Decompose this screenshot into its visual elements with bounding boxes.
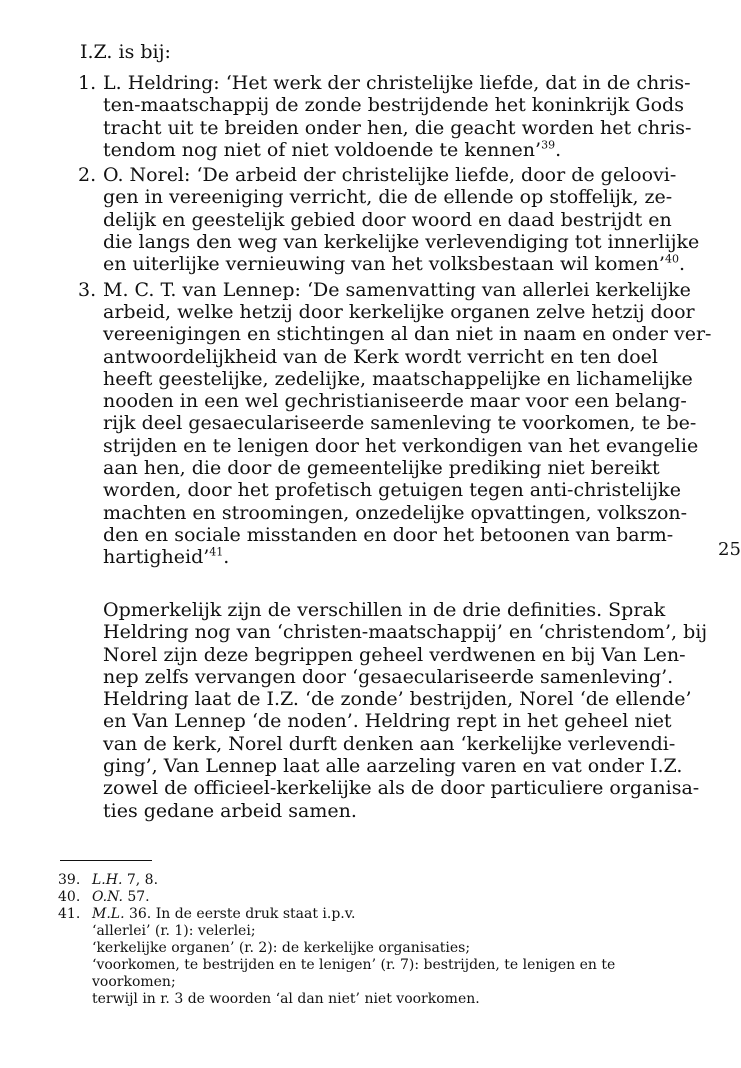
text-line: L. Heldring: ‘Het werk der christelijke liefde, dat in de chris- — [103, 72, 691, 94]
text-line: rijk deel gesaeculariseerde samenleving te voorkomen, te be- — [103, 412, 697, 435]
footnote-source: O.N. — [92, 889, 123, 905]
definition-item — [78, 164, 700, 276]
footnote-line — [92, 889, 678, 906]
line-text: en uiterlijke vernieuwing van het volksbestaan wil komen’ — [103, 253, 665, 276]
footnote-line: ‘voorkomen, te bestrijden en te lenigen’ (r. 7): bestrijden, te lenigen en te — [92, 957, 616, 973]
text-line: ging’, Van Lennep laat alle aarzeling varen en vat onder I.Z. — [103, 755, 683, 778]
line-end: . — [678, 253, 685, 276]
footnotes — [58, 872, 678, 1008]
footnote-number: 40. — [58, 889, 81, 905]
text-line: en Van Lennep ‘de noden’. Heldring rept in het geheel niet — [103, 710, 672, 733]
text-line: O. Norel: ‘De arbeid der christelijke liefde, door de geloovi- — [103, 164, 677, 187]
text-line-last — [103, 253, 685, 276]
footnote — [58, 906, 678, 1008]
text-line: zowel de officieel-kerkelijke als de door particuliere organisa- — [103, 777, 700, 800]
text-line: den en sociale misstanden en door het betoonen van barm- — [103, 523, 674, 546]
text-line: ten-maatschappij de zonde bestrijdende het koninkrijk Gods — [103, 94, 684, 117]
footnote-text: 36. In de eerste druk staat i.p.v. — [124, 906, 356, 922]
text-line: die langs den weg van kerkelijke verlevendiging tot innerlijke — [103, 231, 700, 254]
commentary-paragraph — [103, 599, 708, 822]
text-line-last: ties gedane arbeid samen. — [103, 799, 357, 822]
footnote-line: terwijl in r. 3 de woorden ‘al dan niet’ niet voorkomen. — [92, 991, 480, 1007]
text-line: arbeid, welke hetzij door kerkelijke organen zelve hetzij door — [103, 300, 695, 323]
text-line-last — [103, 546, 658, 568]
footnote — [58, 872, 678, 889]
text-line: delijk en geestelijk gebied door woord en daad bestrijdt en — [103, 208, 672, 231]
text-line: strijden en te lenigen door het verkondigen van het evangelie — [103, 434, 699, 457]
footnote-line — [92, 872, 678, 889]
line-text: tendom nog niet of niet voldoende te kennen’ — [103, 138, 542, 161]
footnote-source: M.L. — [92, 906, 125, 922]
text-line: heeft geestelijke, zedelijke, maatschappelijke en lichamelijke — [103, 367, 693, 390]
definition-item — [78, 72, 692, 161]
text-line: nooden in een wel gechristianiseerde maar voor een belang- — [103, 390, 687, 413]
line-end: . — [555, 138, 562, 161]
footnote — [58, 889, 678, 906]
footnote-ref: 41 — [209, 545, 224, 559]
definition-number: 3. — [78, 278, 97, 301]
text-line-last — [103, 139, 658, 161]
definition-item — [78, 278, 712, 569]
footnote-source: L.H. — [92, 872, 123, 888]
text-line: machten en stroomingen, onzedelijke opvattingen, volkszon- — [103, 501, 688, 524]
footnote-line — [92, 906, 678, 923]
text-line: aan hen, die door de gemeentelijke prediking niet bereikt — [103, 457, 660, 480]
footnote-text: 7, 8. — [122, 872, 159, 888]
footnote-line: ‘allerlei’ (r. 1): velerlei; — [92, 923, 256, 939]
line-text: hartigheid’ — [103, 546, 210, 569]
text-line: Opmerkelijk zijn de verschillen in de drie definities. Sprak — [103, 599, 666, 621]
text-line: tracht uit te breiden onder hen, die geacht worden het chris- — [103, 116, 692, 139]
text-line: worden, door het profetisch getuigen tegen anti-christelijke — [103, 479, 681, 502]
definitions-list — [78, 72, 712, 572]
footnote-line: ‘kerkelijke organen’ (r. 2): de kerkelijke organisaties; — [92, 940, 471, 956]
footnote-ref: 39 — [541, 138, 556, 152]
text-line: Heldring nog van ‘christen-maatschappij’ en ‘christendom’, bij — [103, 621, 708, 644]
footnote-line: voorkomen; — [92, 974, 176, 990]
definition-number: 2. — [78, 164, 97, 187]
line-end: . — [223, 546, 230, 569]
text-line: Heldring laat de I.Z. ‘de zonde’ bestrijden, Norel ‘de ellende’ — [103, 688, 692, 711]
text-line: antwoordelijkheid van de Kerk wordt verricht en ten doel — [103, 345, 658, 368]
text-line: vereenigingen en stichtingen al dan niet in naam en onder ver- — [103, 323, 712, 346]
footnote-number: 41. — [58, 906, 81, 922]
definition-number: 1. — [78, 72, 97, 94]
page-number: 25 — [718, 539, 741, 560]
text-line: gen in vereeniging verricht, die de ellende op stoffelijk, ze- — [103, 186, 673, 209]
intro-heading: I.Z. is bij: — [80, 41, 171, 63]
text-line: Norel zijn deze begrippen geheel verdwenen en bij Van Len- — [103, 643, 686, 666]
footnote-divider — [60, 860, 152, 861]
text-line: nep zelfs vervangen door ‘gesaeculariseerde samenleving’. — [103, 665, 674, 688]
footnote-number: 39. — [58, 872, 81, 888]
footnote-text: 57. — [122, 889, 150, 905]
text-line: M. C. T. van Lennep: ‘De samenvatting van allerlei kerkelijke — [103, 278, 691, 301]
text-line: van de kerk, Norel durft denken aan ‘kerkelijke verlevendi- — [103, 732, 676, 755]
footnote-ref: 40 — [664, 253, 679, 267]
